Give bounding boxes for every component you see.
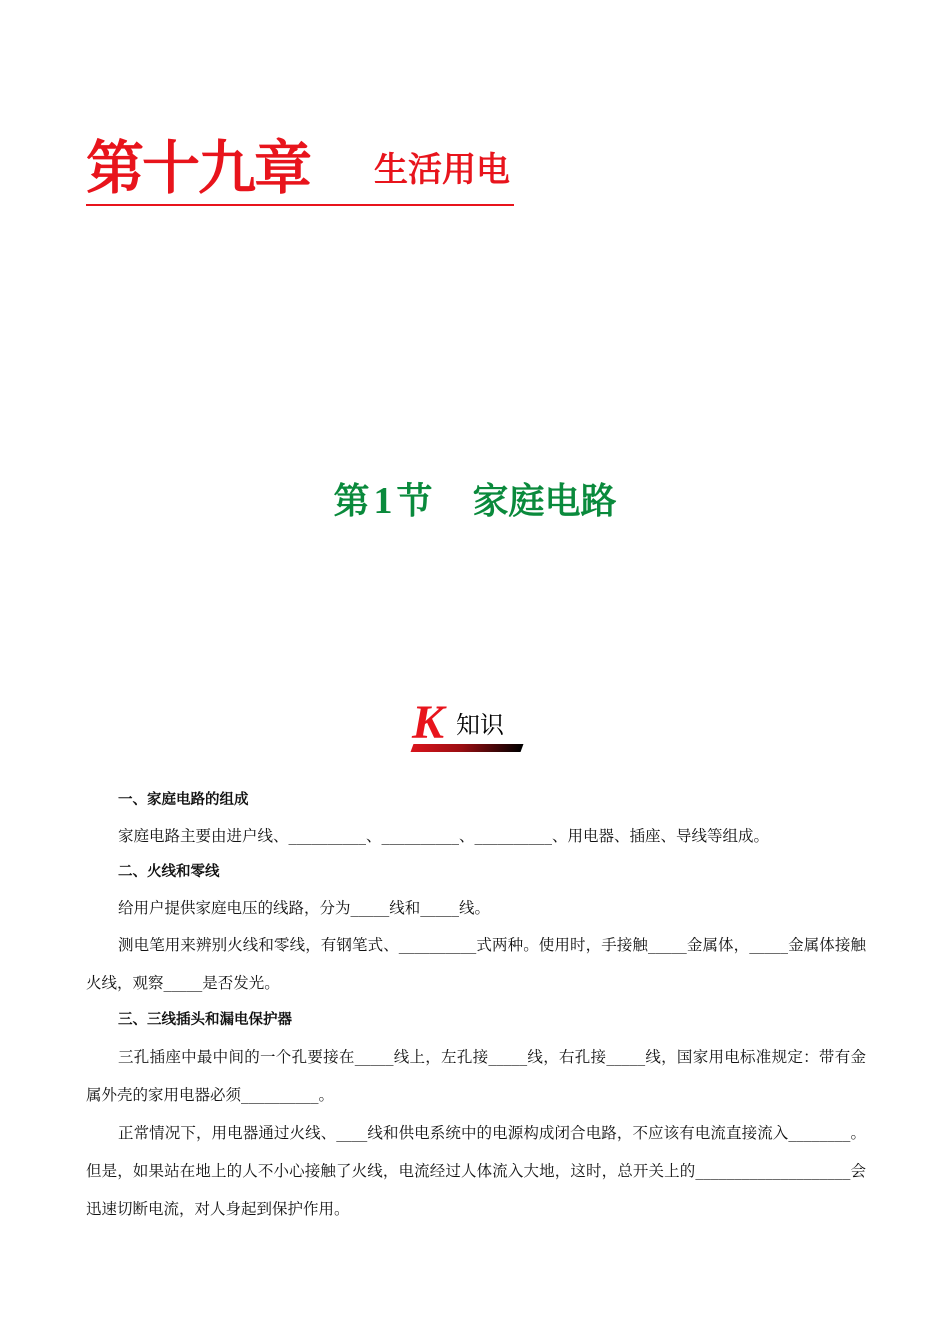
- chapter-number: 第十九章: [86, 134, 311, 202]
- paragraph: 三孔插座中最中间的一个孔要接在_____线上，左孔接_____线，右孔接_____线，国家用电标准规定：带有金属外壳的家用电器必须__________。: [86, 1048, 866, 1104]
- knowledge-badge: [410, 698, 522, 756]
- section-heading: 三、三线插头和漏电保护器: [118, 1012, 292, 1028]
- section-prefix: 第: [333, 480, 370, 522]
- chapter-name: 生活用电: [374, 150, 510, 190]
- section-suffix: 节: [396, 480, 433, 522]
- knowledge-badge-letter: K: [412, 696, 445, 749]
- paragraph: 家庭电路主要由进户线、__________、__________、__________、用电器、插座、导线等组成。: [118, 827, 770, 845]
- chapter-title: [86, 134, 514, 206]
- paragraph: 正常情况下，用电器通过火线、____线和供电系统中的电源构成闭合电路，不应该有电流直接流入________。但是，如果站在地上的人不小心接触了火线，电流经过人体流入大地，这时，总开关上的____________________会迅速切断电流，对人身起到保护作用。: [86, 1124, 866, 1218]
- knowledge-content: [86, 782, 866, 1228]
- section-heading: 二、火线和零线: [118, 864, 220, 880]
- section-name: 家庭电路: [472, 480, 617, 522]
- section-title: [0, 476, 950, 526]
- knowledge-badge-label: 知识: [456, 711, 504, 739]
- section-number: 1: [373, 480, 393, 522]
- section-heading: 一、家庭电路的组成: [118, 792, 249, 808]
- paragraph: 测电笔用来辨别火线和零线，有钢笔式、__________式两种。使用时，手接触_____金属体，_____金属体接触火线，观察_____是否发光。: [86, 936, 866, 992]
- paragraph: 给用户提供家庭电压的线路，分为_____线和_____线。: [118, 899, 491, 917]
